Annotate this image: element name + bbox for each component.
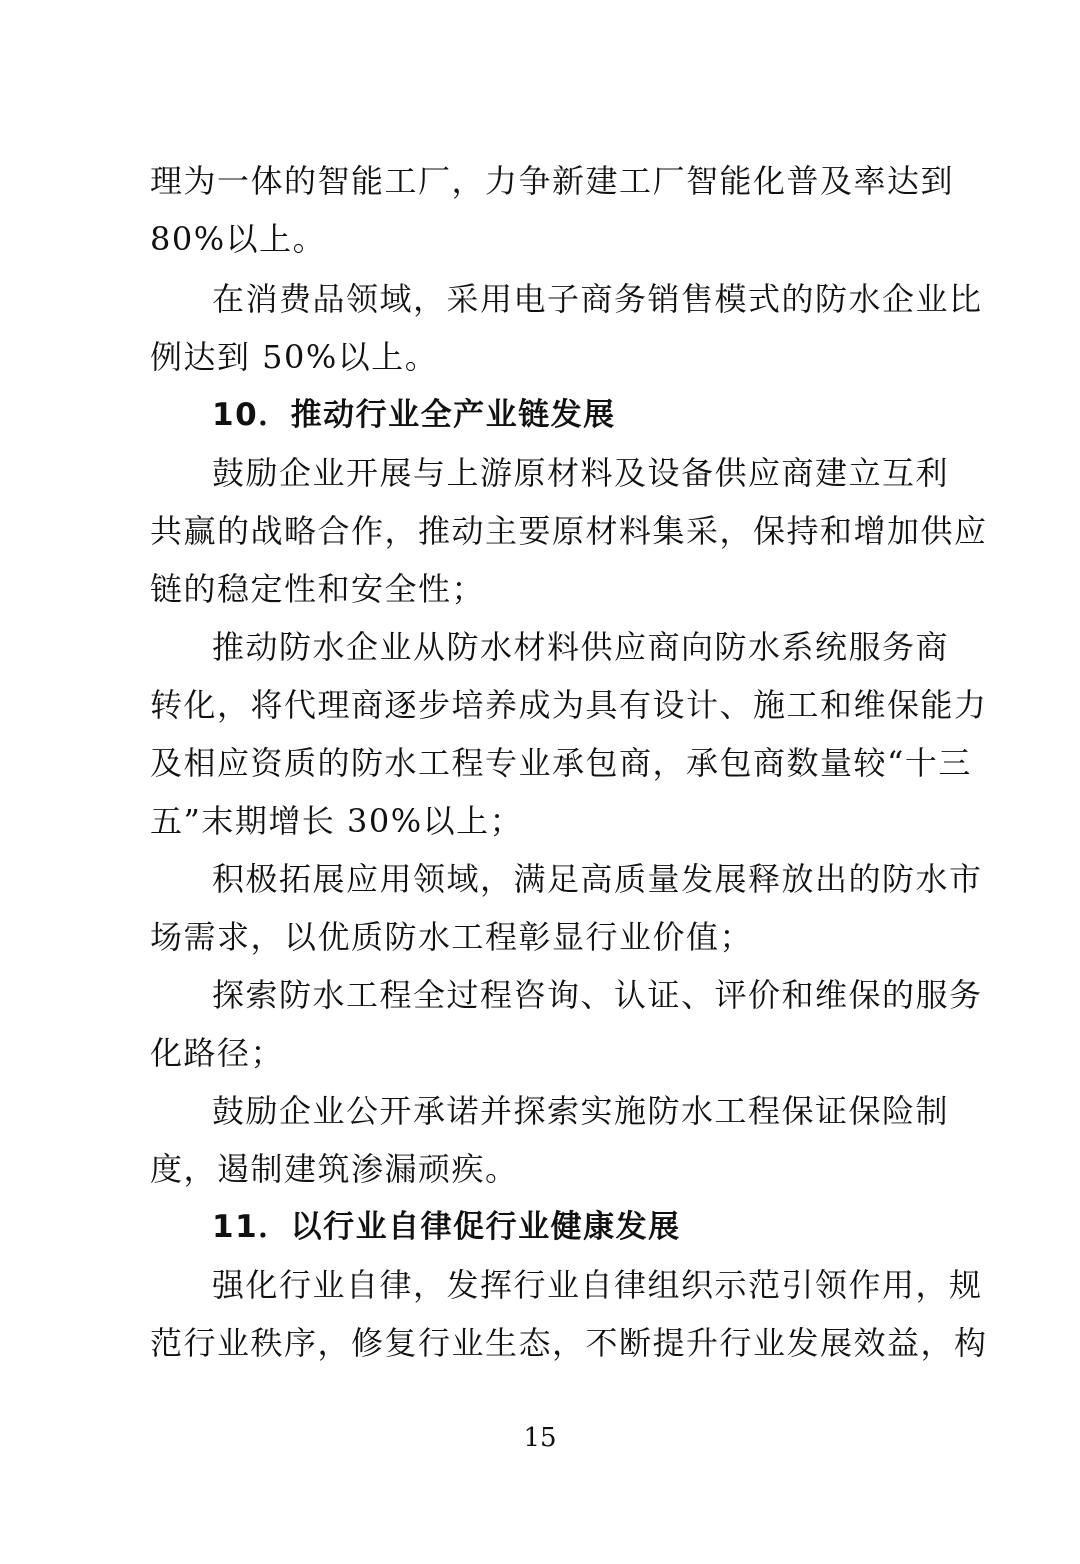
section-heading: 11．以行业自律促行业健康发展 [212, 1209, 681, 1245]
text-line: 转化，将代理商逐步培养成为具有设计、施工和维保能力 [150, 686, 988, 724]
text-line: 理为一体的智能工厂，力争新建工厂智能化普及率达到 [150, 162, 955, 200]
text-line: 例达到 50%以上。 [150, 338, 439, 376]
paragraph-start: 探索防水工程全过程咨询、认证、评价和维保的服务 [212, 976, 983, 1014]
paragraph-start: 在消费品领域，采用电子商务销售模式的防水企业比 [212, 280, 983, 318]
page-number: 15 [523, 1423, 557, 1453]
text-line: 共赢的战略合作，推动主要原材料集采，保持和增加供应 [150, 512, 988, 550]
text-line: 范行业秩序，修复行业生态，不断提升行业发展效益，构 [150, 1324, 988, 1362]
text-line: 80%以上。 [150, 220, 327, 258]
paragraph-start: 强化行业自律，发挥行业自律组织示范引领作用，规 [212, 1266, 983, 1304]
text-line: 及相应资质的防水工程专业承包商，承包商数量较“十三 [150, 744, 972, 782]
paragraph-start: 鼓励企业开展与上游原材料及设备供应商建立互利 [212, 454, 950, 492]
paragraph-start: 推动防水企业从防水材料供应商向防水系统服务商 [212, 628, 950, 666]
text-line: 化路径； [150, 1034, 285, 1072]
text-line: 场需求，以优质防水工程彰显行业价值； [150, 918, 754, 956]
text-line: 五”末期增长 30%以上； [150, 802, 524, 840]
paragraph-start: 鼓励企业公开承诺并探索实施防水工程保证保险制 [212, 1092, 950, 1130]
text-line: 度，遏制建筑渗漏顽疾。 [150, 1150, 519, 1188]
paragraph-start: 积极拓展应用领域，满足高质量发展释放出的防水市 [212, 860, 983, 898]
text-line: 链的稳定性和安全性； [150, 570, 486, 608]
section-heading: 10．推动行业全产业链发展 [212, 397, 616, 433]
